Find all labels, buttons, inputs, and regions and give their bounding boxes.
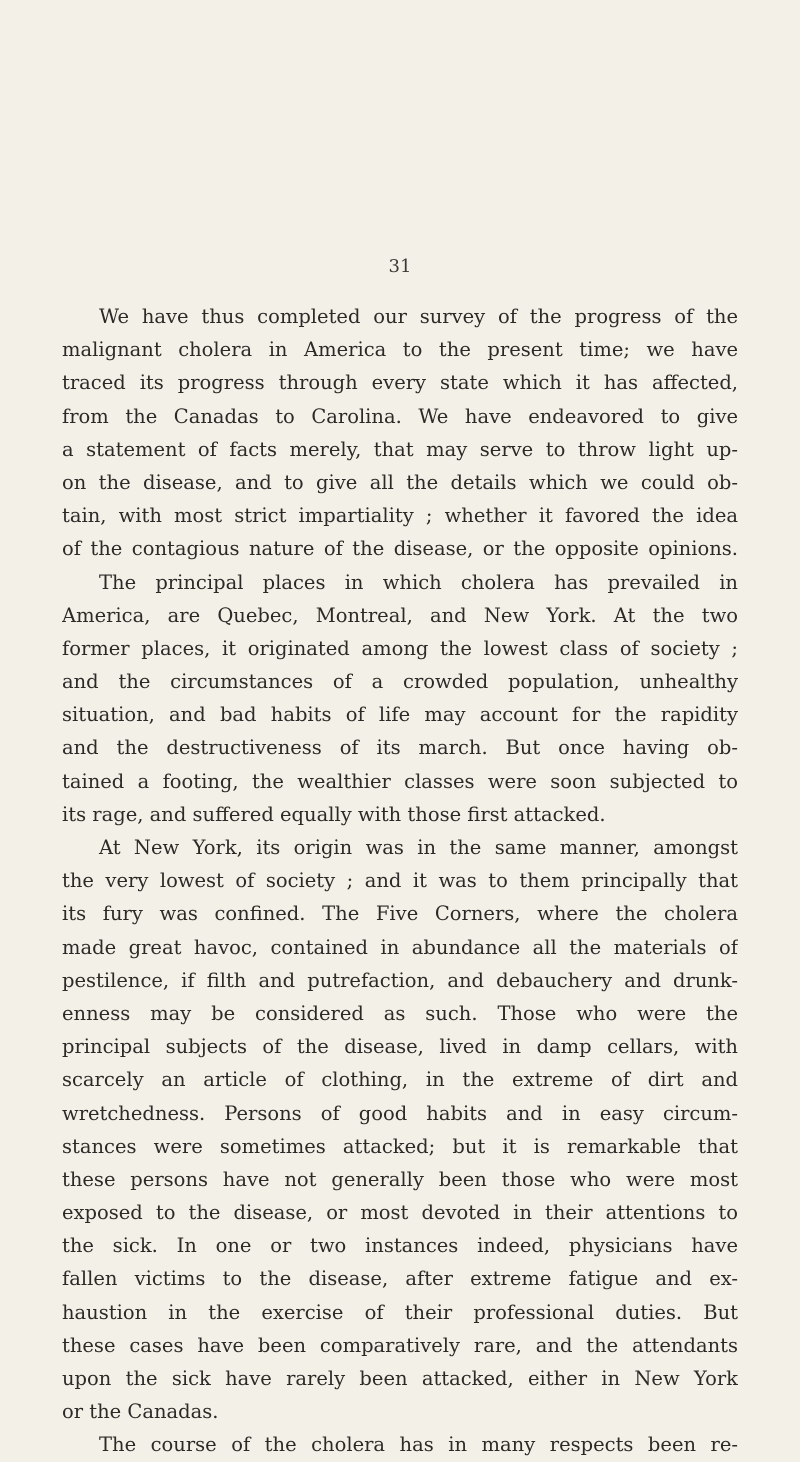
text-line: its fury was confined. The Five Corners, where the cholera: [62, 902, 738, 926]
text-line: We have thus completed our survey of the progress of the: [99, 305, 738, 328]
text-line: on the disease, and to give all the details which we could ob-: [62, 470, 738, 494]
text-line: or the Canadas.: [62, 1400, 219, 1424]
text-line: The course of the cholera has in many respects been re-: [99, 1433, 738, 1457]
text-line: stances were sometimes attacked; but it is remarkable that: [62, 1134, 738, 1158]
text-line: of the contagious nature of the disease, or the opposite opinions.: [62, 537, 738, 561]
text-line: fallen victims to the disease, after extreme fatigue and ex-: [62, 1267, 738, 1291]
text-line: wretchedness. Persons of good habits and in easy circum-: [62, 1101, 738, 1125]
text-line: exposed to the disease, or most devoted in their attentions to: [62, 1201, 738, 1225]
text-line: and the destructiveness of its march. But once having ob-: [62, 736, 738, 760]
text-line: these persons have not generally been those who were most: [62, 1167, 738, 1191]
text-line: a statement of facts merely, that may serve to throw light up-: [62, 437, 738, 461]
text-line: the sick. In one or two instances indeed, physicians have: [62, 1234, 738, 1258]
text-line: malignant cholera in America to the present time; we have: [62, 338, 738, 362]
text-line: haustion in the exercise of their professional duties. But: [62, 1300, 738, 1324]
text-line: situation, and bad habits of life may account for the rapidity: [62, 703, 738, 727]
body-text: [62, 300, 738, 1462]
text-line: from the Canadas to Carolina. We have endeavored to give: [62, 404, 738, 428]
text-line: former places, it originated among the lowest class of society ;: [62, 636, 738, 660]
text-line: the very lowest of society ; and it was to them principally that: [62, 869, 738, 893]
text-line: At New York, its origin was in the same manner, amongst: [99, 836, 738, 859]
text-line: tain, with most strict impartiality ; whether it favored the idea: [62, 504, 738, 528]
text-line: made great havoc, contained in abundance all the materials of: [62, 935, 738, 959]
text-line: America, are Quebec, Montreal, and New York. At the two: [62, 603, 738, 627]
text-line: these cases have been comparatively rare, and the attendants: [62, 1333, 738, 1357]
text-line: scarcely an article of clothing, in the extreme of dirt and: [62, 1068, 738, 1092]
text-line: pestilence, if filth and putrefaction, and debauchery and drunk-: [62, 968, 738, 992]
text-line: upon the sick have rarely been attacked, either in New York: [62, 1367, 738, 1390]
text-line: traced its progress through every state which it has affected,: [62, 371, 738, 395]
text-line: and the circumstances of a crowded population, unhealthy: [62, 670, 738, 694]
text-line: tained a footing, the wealthier classes were soon subjected to: [62, 769, 738, 793]
text-line: principal subjects of the disease, lived in damp cellars, with: [62, 1035, 738, 1059]
text-line: The principal places in which cholera has prevailed in: [99, 570, 738, 594]
text-line: enness may be considered as such. Those who were the: [62, 1001, 738, 1025]
page-number: 31: [388, 256, 412, 277]
text-line: its rage, and suffered equally with those first attacked.: [62, 802, 606, 826]
